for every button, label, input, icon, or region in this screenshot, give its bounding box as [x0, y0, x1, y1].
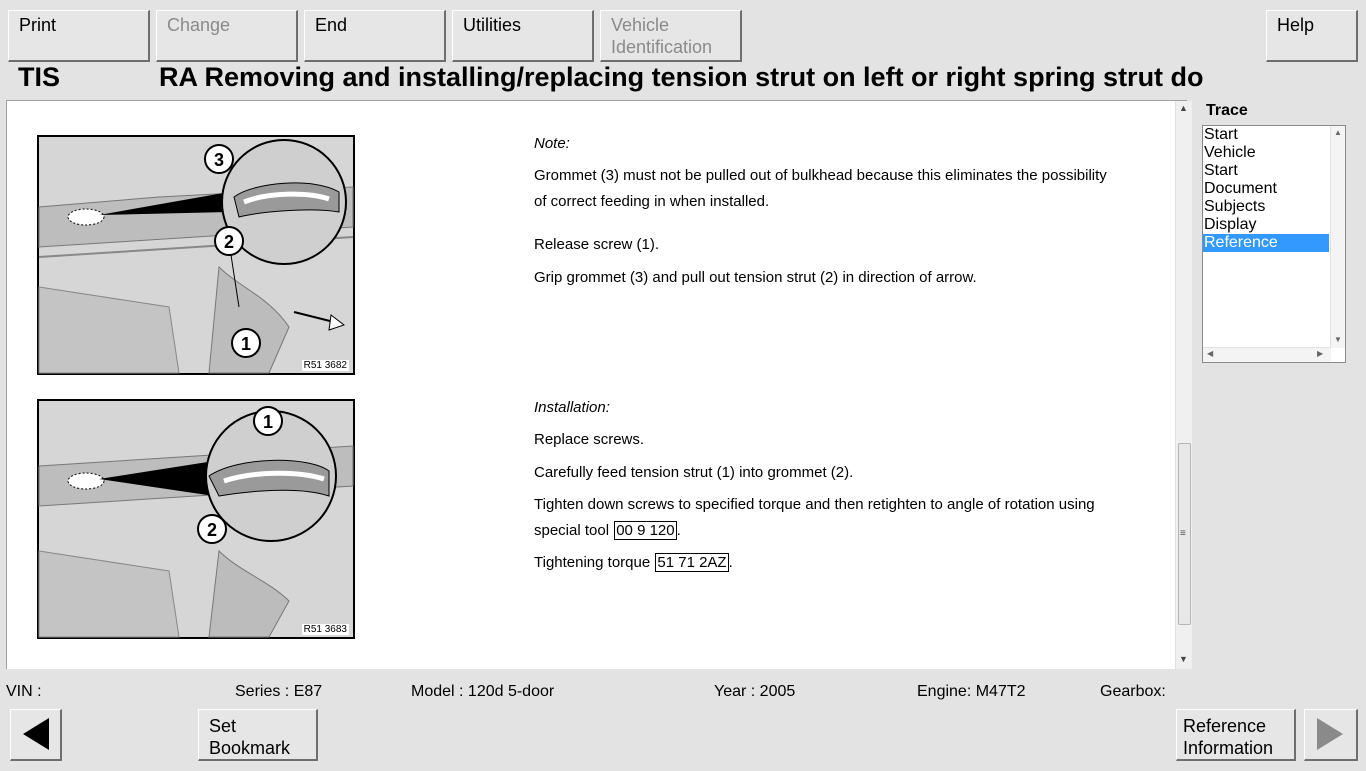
system-title: TIS: [18, 62, 61, 92]
print-button[interactable]: [8, 10, 150, 62]
forward-button[interactable]: [1304, 709, 1358, 761]
trace-item-vehicle[interactable]: Vehicle: [1204, 144, 1256, 161]
callout-2: 2: [223, 232, 235, 252]
scroll-up-icon[interactable]: ▲: [1179, 103, 1188, 113]
special-tool-prefix: special tool: [534, 522, 610, 539]
status-gearbox: Gearbox:: [1100, 683, 1166, 700]
scroll-thumb[interactable]: [1178, 443, 1191, 625]
back-button[interactable]: [10, 709, 62, 761]
status-engine: Engine: M47T2: [917, 683, 1026, 700]
note-body-2: of correct feeding in when installed.: [534, 193, 770, 210]
set-bookmark-button[interactable]: [198, 709, 318, 761]
trace-scroll-down-icon[interactable]: ▼: [1334, 335, 1342, 344]
vehicle-id-label-1: Vehicle: [611, 15, 670, 35]
page-title: RA Removing and installing/replacing tension strut on left or right spring strut do: [159, 62, 1204, 92]
trace-item-start-2[interactable]: Start: [1204, 162, 1238, 179]
callout-1: 1: [262, 412, 274, 432]
figure-installation: [37, 399, 355, 639]
step-release: Release screw (1).: [534, 236, 660, 253]
trace-scroll-left-icon[interactable]: ◀: [1207, 349, 1214, 358]
torque-link[interactable]: 51 71 2AZ: [657, 554, 727, 571]
install-heading: Installation:: [534, 399, 610, 416]
period: .: [676, 522, 681, 539]
period: .: [728, 554, 733, 571]
installation-text: [534, 395, 1144, 576]
special-tool-link[interactable]: 00 9 120: [616, 522, 675, 539]
note-body-1: Grommet (3) must not be pulled out of bulkhead because this eliminates the possibility: [534, 167, 1107, 184]
status-series: Series : E87: [235, 683, 323, 700]
trace-scroll-up-icon[interactable]: ▲: [1334, 128, 1342, 137]
bookmark-label-1: Set: [209, 716, 237, 736]
change-button[interactable]: [156, 10, 298, 62]
reference-label-1: Reference: [1183, 716, 1267, 736]
step-grip: Grip grommet (3) and pull out tension strut (2) in direction of arrow.: [534, 269, 977, 286]
reference-label-2: Information: [1183, 738, 1274, 758]
figure-removal: [37, 135, 355, 375]
torque-prefix: Tightening torque: [534, 554, 651, 571]
trace-vscroll[interactable]: [1330, 126, 1345, 348]
trace-hscroll[interactable]: [1203, 347, 1331, 362]
vehicle-identification-button[interactable]: [600, 10, 742, 62]
trace-item-reference[interactable]: Reference: [1203, 234, 1329, 252]
utilities-button[interactable]: [452, 10, 594, 62]
trace-item-subjects[interactable]: Subjects: [1204, 198, 1266, 215]
trace-list[interactable]: [1202, 125, 1346, 363]
forward-arrow-icon: [1305, 710, 1355, 758]
trace-item-display[interactable]: Display: [1204, 216, 1257, 233]
back-arrow-icon: [11, 710, 59, 758]
callout-1: 1: [240, 334, 252, 354]
figure-removal-drawing: [39, 137, 353, 373]
reference-information-button[interactable]: [1176, 709, 1296, 761]
document-content: [6, 100, 1187, 669]
step-feed: Carefully feed tension strut (1) into grommet (2).: [534, 464, 854, 481]
step-tighten-2: [534, 518, 1144, 544]
end-label: End: [315, 15, 348, 35]
status-year: Year : 2005: [714, 683, 796, 700]
trace-item-document[interactable]: Document: [1204, 180, 1277, 197]
step-tighten-1: Tighten down screws to specified torque and then retighten to angle of rotation using: [534, 496, 1095, 513]
scroll-down-icon[interactable]: ▼: [1179, 654, 1188, 664]
bookmark-label-2: Bookmark: [209, 738, 291, 758]
print-label: Print: [19, 15, 57, 35]
status-vin: VIN :: [6, 683, 42, 700]
status-model: Model : 120d 5-door: [411, 683, 555, 700]
trace-item-start[interactable]: Start: [1204, 126, 1238, 143]
grip-icon: ≡: [1180, 528, 1186, 539]
end-button[interactable]: [304, 10, 446, 62]
figure-installation-drawing: [39, 401, 353, 637]
utilities-label: Utilities: [463, 15, 522, 35]
trace-title: Trace: [1206, 102, 1248, 119]
help-button[interactable]: [1266, 10, 1358, 62]
figure-ref: R51 3682: [303, 360, 347, 371]
figure-ref: R51 3683: [303, 624, 347, 635]
vehicle-id-label-2: Identification: [611, 37, 713, 57]
step-replace: Replace screws.: [534, 431, 645, 448]
note-heading: Note:: [534, 135, 570, 152]
content-scrollbar[interactable]: [1175, 101, 1192, 669]
help-label: Help: [1277, 15, 1315, 35]
callout-2: 2: [206, 520, 218, 540]
step-torque: [534, 550, 1144, 576]
callout-3: 3: [213, 150, 225, 170]
change-label: Change: [167, 15, 231, 35]
removal-text: [534, 131, 1144, 291]
trace-scroll-right-icon[interactable]: ▶: [1317, 349, 1324, 358]
